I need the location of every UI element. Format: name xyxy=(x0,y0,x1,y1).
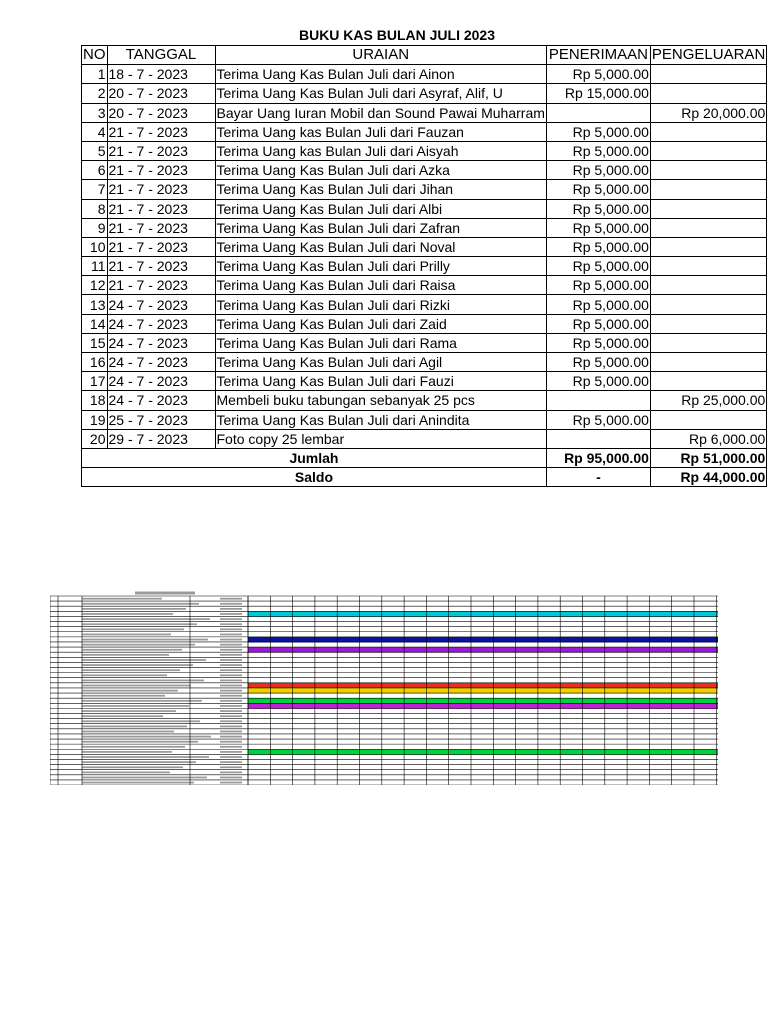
thumbnail-text-line xyxy=(220,628,242,630)
thumbnail-text-line xyxy=(220,598,242,600)
thumbnail-text-line xyxy=(82,685,191,687)
thumbnail-text-line xyxy=(82,715,163,717)
row-description xyxy=(215,161,546,180)
row-no: 4 xyxy=(82,122,108,141)
thumbnail-text-line xyxy=(220,751,242,753)
thumbnail-text-line xyxy=(82,777,207,779)
row-description-text: Terima Uang Kas Bulan Juli dari Agil xyxy=(216,354,443,371)
row-description-text: Terima Uang Kas Bulan Juli dari Zaid xyxy=(216,315,447,332)
row-description xyxy=(215,353,546,372)
thumbnail-text-line xyxy=(82,741,198,743)
row-date: 24 - 7 - 2023 xyxy=(107,333,215,352)
thumbnail-text-line xyxy=(82,731,174,733)
ledger-row xyxy=(82,122,767,141)
thumbnail-text-line xyxy=(220,761,242,763)
thumbnail-highlight-band xyxy=(248,698,718,704)
row-date: 21 - 7 - 2023 xyxy=(107,218,215,237)
row-description-text: Terima Uang kas Bulan Juli dari Fauzan xyxy=(216,123,464,140)
thumbnail-text-line xyxy=(220,654,242,656)
row-expense xyxy=(650,237,766,256)
thumbnail-text-line xyxy=(82,751,172,753)
thumbnail-text-line xyxy=(82,720,200,722)
row-income: Rp 5,000.00 xyxy=(546,180,650,199)
thumbnail-text-line xyxy=(82,659,206,661)
row-income: Rp 5,000.00 xyxy=(546,161,650,180)
ledger-row xyxy=(82,333,767,352)
ledger-row xyxy=(82,237,767,256)
ledger-row xyxy=(82,257,767,276)
row-date: 21 - 7 - 2023 xyxy=(107,237,215,256)
total-label: Jumlah xyxy=(82,448,547,467)
row-date: 21 - 7 - 2023 xyxy=(107,122,215,141)
ledger-row xyxy=(82,84,767,103)
row-no: 18 xyxy=(82,391,108,410)
row-no: 3 xyxy=(82,103,108,122)
total-income: Rp 95,000.00 xyxy=(546,448,650,467)
row-description-text: Terima Uang Kas Bulan Juli dari Asyraf, Alif, U xyxy=(216,85,503,102)
row-date: 21 - 7 - 2023 xyxy=(107,161,215,180)
thumbnail-highlight-band xyxy=(248,637,718,643)
row-date: 21 - 7 - 2023 xyxy=(107,276,215,295)
header-income: PENERIMAAN xyxy=(546,46,650,65)
ledger-row xyxy=(82,391,767,410)
balance-row xyxy=(82,468,767,487)
row-no: 17 xyxy=(82,372,108,391)
thumbnail-text-line xyxy=(82,654,169,656)
thumbnail-text-line xyxy=(82,771,170,773)
row-description xyxy=(215,141,546,160)
thumbnail-text-line xyxy=(82,746,185,748)
thumbnail-text-line xyxy=(220,720,242,722)
row-expense xyxy=(650,84,766,103)
thumbnail-text-line xyxy=(220,634,242,636)
spreadsheet-thumbnail xyxy=(50,591,718,785)
row-description-text: Membeli buku tabungan sebanyak 25 pcs xyxy=(216,392,475,409)
row-description-text: Terima Uang Kas Bulan Juli dari Rizki xyxy=(216,296,450,313)
thumbnail-text-line xyxy=(82,705,189,707)
row-description xyxy=(215,103,546,122)
thumbnail-highlight-band xyxy=(248,703,718,709)
ledger-row xyxy=(82,180,767,199)
row-no: 6 xyxy=(82,161,108,180)
balance-expense: Rp 44,000.00 xyxy=(650,468,766,487)
thumbnail-text-line xyxy=(82,766,183,768)
row-expense xyxy=(650,276,766,295)
thumbnail-text-line xyxy=(220,603,242,605)
thumbnail-text-line xyxy=(220,725,242,727)
row-expense xyxy=(650,122,766,141)
row-date: 24 - 7 - 2023 xyxy=(107,391,215,410)
header-row xyxy=(82,46,767,65)
row-description-text: Terima Uang Kas Bulan Juli dari Rama xyxy=(216,334,457,351)
thumbnail-text-line xyxy=(220,613,242,615)
ledger-row xyxy=(82,410,767,429)
row-description xyxy=(215,333,546,352)
thumbnail-text-line xyxy=(220,736,242,738)
row-income: Rp 5,000.00 xyxy=(546,333,650,352)
row-no: 8 xyxy=(82,199,108,218)
row-no: 16 xyxy=(82,353,108,372)
thumbnail-text-line xyxy=(82,639,208,641)
row-income: Rp 5,000.00 xyxy=(546,372,650,391)
row-expense: Rp 20,000.00 xyxy=(650,103,766,122)
ledger-row xyxy=(82,161,767,180)
row-expense xyxy=(650,218,766,237)
ledger-row xyxy=(82,65,767,84)
document-title: BUKU KAS BULAN JULI 2023 xyxy=(298,27,496,43)
thumbnail-text-line xyxy=(220,715,242,717)
row-description xyxy=(215,84,546,103)
row-description xyxy=(215,122,546,141)
thumbnail-text-line xyxy=(82,598,162,600)
ledger-row xyxy=(82,199,767,218)
row-income: Rp 5,000.00 xyxy=(546,65,650,84)
ledger-row xyxy=(82,103,767,122)
row-income: Rp 5,000.00 xyxy=(546,122,650,141)
row-description-text: Terima Uang Kas Bulan Juli dari Prilly xyxy=(216,258,450,275)
row-income: Rp 5,000.00 xyxy=(546,199,650,218)
thumbnail-text-line xyxy=(82,644,195,646)
row-description-text: Terima Uang Kas Bulan Juli dari Azka xyxy=(216,162,450,179)
thumbnail-text-line xyxy=(220,746,242,748)
balance-label: Saldo xyxy=(82,468,547,487)
thumbnail-text-line xyxy=(220,674,242,676)
thumbnail-text-line xyxy=(82,695,165,697)
row-income: Rp 5,000.00 xyxy=(546,353,650,372)
thumbnail-text-line xyxy=(220,766,242,768)
row-date: 24 - 7 - 2023 xyxy=(107,314,215,333)
row-income: Rp 5,000.00 xyxy=(546,257,650,276)
row-date: 24 - 7 - 2023 xyxy=(107,295,215,314)
thumbnail-text-line xyxy=(220,680,242,682)
thumbnail-text-line xyxy=(220,608,242,610)
row-no: 1 xyxy=(82,65,108,84)
thumbnail-text-line xyxy=(220,756,242,758)
row-description xyxy=(215,276,546,295)
thumbnail-text-line xyxy=(82,623,197,625)
ledger-row xyxy=(82,218,767,237)
row-expense xyxy=(650,372,766,391)
row-no: 10 xyxy=(82,237,108,256)
total-expense: Rp 51,000.00 xyxy=(650,448,766,467)
row-date: 21 - 7 - 2023 xyxy=(107,141,215,160)
thumbnail-text-line xyxy=(220,777,242,779)
thumbnail-text-line xyxy=(220,782,242,784)
thumbnail-highlight-band xyxy=(248,647,718,653)
thumbnail-text-line xyxy=(82,680,204,682)
row-date: 24 - 7 - 2023 xyxy=(107,372,215,391)
ledger-row xyxy=(82,141,767,160)
thumbnail-text-line xyxy=(220,771,242,773)
balance-income: - xyxy=(546,468,650,487)
thumbnail-text-line xyxy=(82,690,178,692)
row-no: 12 xyxy=(82,276,108,295)
thumbnail-text-line xyxy=(82,618,210,620)
row-no: 5 xyxy=(82,141,108,160)
thumbnail-highlight-band xyxy=(248,688,718,694)
row-expense xyxy=(650,314,766,333)
row-expense xyxy=(650,353,766,372)
thumbnail-text-line xyxy=(220,664,242,666)
thumbnail-text-line xyxy=(82,710,176,712)
row-description xyxy=(215,295,546,314)
thumbnail-text-line xyxy=(220,639,242,641)
thumbnail-text-line xyxy=(220,705,242,707)
thumbnail-text-line xyxy=(82,761,196,763)
row-expense xyxy=(650,410,766,429)
row-expense xyxy=(650,141,766,160)
thumbnail-title-line xyxy=(135,592,195,595)
row-date: 25 - 7 - 2023 xyxy=(107,410,215,429)
cash-ledger-table xyxy=(81,45,767,487)
row-description-text: Terima Uang Kas Bulan Juli dari Jihan xyxy=(216,181,454,198)
row-description xyxy=(215,180,546,199)
row-description-text: Foto copy 25 lembar xyxy=(216,430,345,447)
row-description-text: Terima Uang Kas Bulan Juli dari Albi xyxy=(216,200,443,217)
row-expense: Rp 6,000.00 xyxy=(650,429,766,448)
thumbnail-text-line xyxy=(82,664,193,666)
row-income: Rp 5,000.00 xyxy=(546,276,650,295)
thumbnail-text-line xyxy=(220,644,242,646)
row-description-text: Terima Uang Kas Bulan Juli dari Noval xyxy=(216,238,456,255)
spreadsheet-thumbnail-graphic xyxy=(50,591,718,785)
row-date: 21 - 7 - 2023 xyxy=(107,199,215,218)
thumbnail-text-line xyxy=(82,782,194,784)
thumbnail-text-line xyxy=(220,685,242,687)
thumbnail-text-line xyxy=(82,613,173,615)
row-expense xyxy=(650,180,766,199)
row-expense xyxy=(650,65,766,84)
thumbnail-highlight-band xyxy=(248,749,718,755)
thumbnail-text-line xyxy=(220,618,242,620)
thumbnail-text-line xyxy=(220,669,242,671)
thumbnail-text-line xyxy=(82,603,199,605)
row-income xyxy=(546,103,650,122)
thumbnail-text-line xyxy=(220,690,242,692)
row-income: Rp 5,000.00 xyxy=(546,410,650,429)
row-date: 21 - 7 - 2023 xyxy=(107,257,215,276)
row-income xyxy=(546,391,650,410)
thumbnail-text-line xyxy=(82,628,184,630)
row-description-text: Terima Uang Kas Bulan Juli dari Ainon xyxy=(216,66,455,83)
row-description-text: Terima Uang Kas Bulan Juli dari Anindita xyxy=(216,411,470,428)
thumbnail-text-line xyxy=(220,649,242,651)
row-expense xyxy=(650,161,766,180)
thumbnail-text-line xyxy=(220,659,242,661)
ledger-row xyxy=(82,276,767,295)
thumbnail-text-line xyxy=(220,710,242,712)
ledger-row xyxy=(82,295,767,314)
header-date: TANGGAL xyxy=(107,46,215,65)
thumbnail-text-line xyxy=(220,695,242,697)
thumbnail-text-line xyxy=(82,674,167,676)
row-description-text: Terima Uang kas Bulan Juli dari Aisyah xyxy=(216,143,459,160)
row-description xyxy=(215,237,546,256)
row-income: Rp 5,000.00 xyxy=(546,141,650,160)
thumbnail-text-line xyxy=(82,649,182,651)
row-description xyxy=(215,391,546,410)
row-no: 13 xyxy=(82,295,108,314)
row-no: 14 xyxy=(82,314,108,333)
row-expense: Rp 25,000.00 xyxy=(650,391,766,410)
ledger-body xyxy=(82,65,767,449)
header-description: URAIAN xyxy=(215,46,546,65)
row-expense xyxy=(650,199,766,218)
total-row xyxy=(82,448,767,467)
row-description xyxy=(215,429,546,448)
ledger-row xyxy=(82,314,767,333)
row-description xyxy=(215,199,546,218)
row-description-text: Terima Uang Kas Bulan Juli dari Raisa xyxy=(216,277,456,294)
row-income: Rp 5,000.00 xyxy=(546,295,650,314)
row-description-text: Bayar Uang Iuran Mobil dan Sound Pawai Muharram xyxy=(216,104,545,121)
ledger-row xyxy=(82,372,767,391)
thumbnail-text-line xyxy=(220,741,242,743)
thumbnail-text-line xyxy=(220,700,242,702)
row-date: 24 - 7 - 2023 xyxy=(107,353,215,372)
thumbnail-highlight-band xyxy=(248,611,718,617)
row-income: Rp 15,000.00 xyxy=(546,84,650,103)
row-income: Rp 5,000.00 xyxy=(546,218,650,237)
row-date: 29 - 7 - 2023 xyxy=(107,429,215,448)
row-description-text: Terima Uang Kas Bulan Juli dari Fauzi xyxy=(216,373,454,390)
row-description xyxy=(215,65,546,84)
thumbnail-text-line xyxy=(82,634,171,636)
row-description-text: Terima Uang Kas Bulan Juli dari Zafran xyxy=(216,219,461,236)
row-date: 20 - 7 - 2023 xyxy=(107,84,215,103)
row-expense xyxy=(650,333,766,352)
row-description xyxy=(215,314,546,333)
header-no: NO xyxy=(83,46,106,64)
row-date: 21 - 7 - 2023 xyxy=(107,180,215,199)
row-no: 11 xyxy=(82,257,108,276)
row-no: 19 xyxy=(82,410,108,429)
row-description xyxy=(215,372,546,391)
row-no: 20 xyxy=(82,429,108,448)
thumbnail-text-line xyxy=(82,700,202,702)
row-income xyxy=(546,429,650,448)
thumbnail-text-line xyxy=(220,623,242,625)
row-expense xyxy=(650,295,766,314)
row-no: 2 xyxy=(82,84,108,103)
thumbnail-highlight-band xyxy=(248,683,718,689)
row-date: 20 - 7 - 2023 xyxy=(107,103,215,122)
thumbnail-text-line xyxy=(82,608,186,610)
thumbnail-text-line xyxy=(220,731,242,733)
ledger-row xyxy=(82,429,767,448)
row-no: 15 xyxy=(82,333,108,352)
row-description xyxy=(215,257,546,276)
row-no: 9 xyxy=(82,218,108,237)
row-description xyxy=(215,218,546,237)
row-income: Rp 5,000.00 xyxy=(546,237,650,256)
row-date: 18 - 7 - 2023 xyxy=(107,65,215,84)
row-no: 7 xyxy=(82,180,108,199)
thumbnail-text-line xyxy=(82,725,187,727)
thumbnail-text-line xyxy=(82,736,211,738)
row-description xyxy=(215,410,546,429)
ledger-row xyxy=(82,353,767,372)
header-expense: PENGELUARAN xyxy=(651,46,766,64)
row-expense xyxy=(650,257,766,276)
thumbnail-text-line xyxy=(82,669,180,671)
row-income: Rp 5,000.00 xyxy=(546,314,650,333)
